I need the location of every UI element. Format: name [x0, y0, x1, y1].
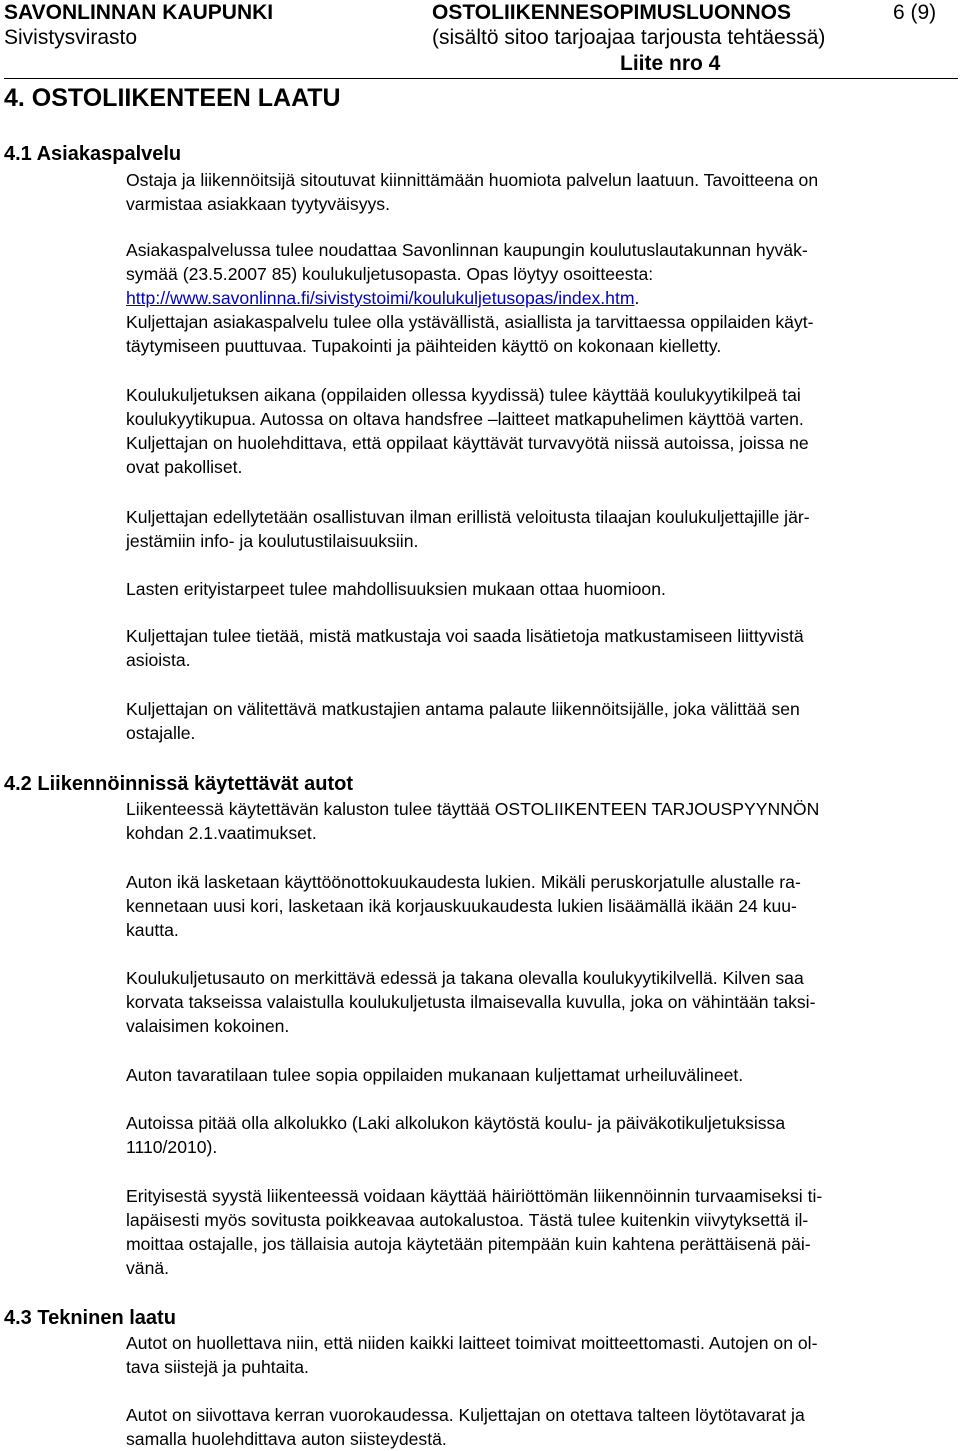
s41-paragraph-4: Kuljettajan edellytetään osallistuvan ilman erillistä veloitusta tilaajan koulukuljettajille jär- jestämiin info- ja koulutustilaisuuksiin. — [126, 507, 810, 551]
s42-paragraph-3: Koulukuljetusauto on merkittävä edessä ja takana olevalla koulukyytikilvellä. Kilven saa korvata takseissa valaistulla koulukuljetusta ilmaisevalla kuvulla, joka on vähintään taksi- valaisimen kokoinen. — [126, 968, 816, 1036]
s42-paragraph-6: Erityisestä syystä liikenteessä voidaan käyttää häiriöttömän liikennöinnin turvaamiseksi ti- lapäisesti myös sovitusta poikkeavaa autokalustoa. Tästä tulee kuitenkin viivytyksettä il- moittaa ostajalle, jos tällaisia autoja käytetään pitempään kuin kahtena perättäisenä päi- vänä. — [126, 1186, 823, 1278]
heading-4-3: 4.3 Tekninen laatu — [4, 1307, 176, 1329]
s41-paragraph-2: Asiakaspalvelussa tulee noudattaa Savonlinnan kaupungin koulutuslautakunnan hyväk- symää (23.5.2007 85) koulukuljetusopasta. Opas löytyy osoitteesta: http://www.savonlinna.fi/sivistystoimi/koulukuljetusopas/index.htm. Kuljettajan asiakaspalvelu tulee olla ystävällistä, asiallista ja tarvittaessa oppilaiden käyt- täytymiseen puuttuvaa. Tupakointi ja päihteiden käyttö on kokonaan kielletty. — [126, 240, 814, 356]
koulukuljetusopas-link[interactable]: http://www.savonlinna.fi/sivistystoimi/koulukuljetusopas/index.htm — [126, 288, 635, 308]
s41-paragraph-5: Lasten erityistarpeet tulee mahdollisuuksien mukaan ottaa huomioon. — [126, 579, 666, 599]
header-org: SAVONLINNAN KAUPUNKI — [4, 1, 274, 24]
s42-paragraph-2: Auton ikä lasketaan käyttöönottokuukaudesta lukien. Mikäli peruskorjatulle alustalle ra- kennetaan uusi kori, lasketaan ikä korjauskuukaudesta lukien lisäämällä ikään 24 kuu- kautta. — [126, 872, 801, 940]
s43-paragraph-1: Autot on huollettava niin, että niiden kaikki laitteet toimivat moitteettomasti. Autojen on ol- tava siistejä ja puhtaita. — [126, 1333, 818, 1377]
s41-paragraph-1: Ostaja ja liikennöitsijä sitoutuvat kiinnittämään huomiota palvelun laatuun. Tavoitteena on varmistaa asiakkaan tyytyväisyys. — [126, 170, 819, 214]
s42-paragraph-5: Autoissa pitää olla alkolukko (Laki alkolukon käytöstä koulu- ja päiväkotikuljetuksissa 1110/2010). — [126, 1113, 786, 1157]
header-appendix: Liite nro 4 — [620, 52, 721, 75]
header-page-number: 6 (9) — [893, 1, 937, 24]
s41-paragraph-3: Koulukuljetuksen aikana (oppilaiden ollessa kyydissä) tulee käyttää koulukyytikilpeä tai koulukyytikupua. Autossa on oltava handsfree –laitteet matkapuhelimen käyttöä varten. Kuljettajan on huolehdittava, että oppilaat käyttävät turvavyötä niissä autoissa, joissa ne ovat pakolliset. — [126, 385, 809, 477]
heading-4-2: 4.2 Liikennöinnissä käytettävät autot — [4, 773, 353, 795]
header-divider — [4, 78, 958, 79]
header-dept: Sivistysvirasto — [4, 26, 138, 49]
header-doc-title: OSTOLIIKENNESOPIMUSLUONNOS — [432, 1, 791, 24]
s42-paragraph-1: Liikenteessä käytettävän kaluston tulee täyttää OSTOLIIKENTEEN TARJOUSPYYNNÖN kohdan 2.1.vaatimukset. — [126, 799, 820, 843]
s41-paragraph-7: Kuljettajan on välitettävä matkustajien antama palaute liikennöitsijälle, joka välittää sen ostajalle. — [126, 699, 800, 743]
section-title: 4. OSTOLIIKENTEEN LAATU — [4, 84, 341, 112]
s42-paragraph-4: Auton tavaratilaan tulee sopia oppilaiden mukanaan kuljettamat urheiluvälineet. — [126, 1065, 744, 1085]
s43-paragraph-2: Autot on siivottava kerran vuorokaudessa. Kuljettajan on otettava talteen löytötavarat ja samalla huolehdittava auton siisteydestä. — [126, 1405, 805, 1449]
heading-4-1: 4.1 Asiakaspalvelu — [4, 143, 182, 165]
header-doc-note: (sisältö sitoo tarjoajaa tarjousta tehtäessä) — [432, 26, 826, 49]
s41-paragraph-6: Kuljettajan tulee tietää, mistä matkustaja voi saada lisätietoja matkustamiseen liittyvistä asioista. — [126, 626, 804, 670]
